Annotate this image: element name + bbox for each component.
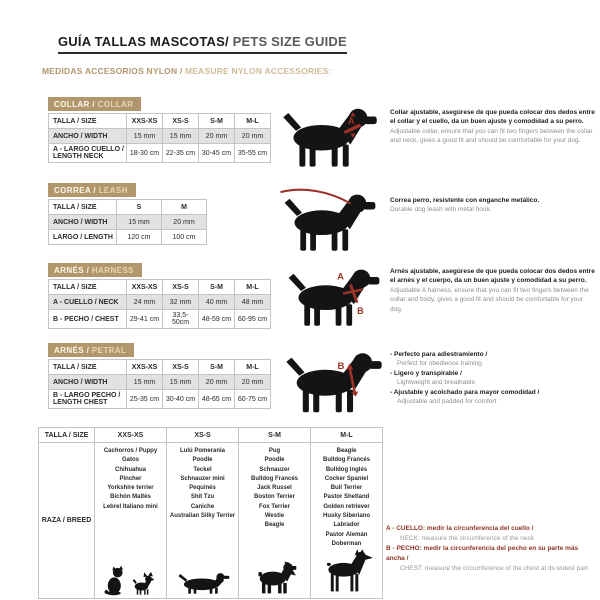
harness-size-col: M-L (235, 280, 271, 295)
harness-neck-value: 48 mm (235, 295, 271, 310)
collar-neck-value: 35-55 cm (235, 144, 271, 163)
breed-size-label: TALLA / SIZE (39, 428, 95, 443)
collar-description (390, 108, 596, 146)
petral-badge-es: ARNÉS / (54, 346, 92, 355)
collar-width-value: 20 mm (235, 129, 271, 144)
harness-marker-b: B (357, 306, 364, 317)
leash-section-header (48, 180, 136, 198)
petral-dog-illustration (282, 346, 386, 416)
harness-size-label: TALLA / SIZE (49, 280, 127, 295)
harness-size-col: XS-S (163, 280, 199, 295)
petral-size-col: S-M (199, 360, 235, 375)
collar-width-value: 20 mm (199, 129, 235, 144)
note-neck-es: A - CUELLO: medir la circunferencia del cuello / (386, 525, 534, 532)
cat-silhouette-icon (104, 565, 128, 596)
breed-list-xxs-xs: Cachorros / Puppy Gatos Chihuahua Pincher Yorkshire terrier Bichón Maltés Lebrel Italiano mini (103, 448, 158, 510)
leash-length-value: 100 cm (162, 230, 207, 245)
harness-neck-value: 40 mm (199, 295, 235, 310)
breed-row-label: RAZA / BREED (39, 443, 95, 599)
leash-description-en: Durable dog leash with metal hook. (390, 206, 492, 214)
leash-size-label: TALLA / SIZE (49, 200, 117, 215)
harness-badge-es: ARNÉS / (54, 266, 92, 275)
page-title-en: PETS SIZE GUIDE (228, 34, 347, 49)
breed-cell-xxs-xs (95, 443, 167, 599)
breed-cell-xs-s (167, 443, 239, 599)
collar-description-es: Collar ajustable, asegúrese de que pueda colocar dos dedos entre el collar y el cuello, da un buen ajuste y comodidad a su perro. (390, 109, 595, 126)
leash-size-col: S (117, 200, 162, 215)
collar-size-col: XXS-XS (127, 114, 163, 129)
collar-dog-illustration (278, 102, 382, 170)
petral-bullet-es: - Ajustable y acolchado para mayor comodidad / (390, 388, 596, 397)
collar-neck-value: 22-35 cm (163, 144, 199, 163)
petral-chest-value: 48-65 cm (199, 390, 235, 409)
leash-badge-es: CORREA / (54, 186, 99, 195)
harness-chest-value: 60-95 cm (235, 310, 271, 329)
breed-silhouettes-s-m (253, 559, 297, 596)
chihuahua-silhouette-icon (130, 569, 157, 596)
collar-neck-label: A - LARGO CUELLO / LENGTH NECK (49, 144, 127, 163)
harness-chest-value: 33,5-50cm (163, 310, 199, 329)
harness-description (390, 267, 596, 314)
harness-description-en: Adjustable A harness, ensure that you can fit two fingers between the collar and body, gives a good fit and should be comfortable for your dog. (390, 286, 589, 313)
petral-chest-value: 30-40 cm (163, 390, 199, 409)
harness-size-col: XXS-XS (127, 280, 163, 295)
breed-list-m-l: Beagle Bulldog Francés Bulldog Inglés Cocker Spaniel Bull Terrier Pastor Shetland Golden retriever Husky Siberiano Labrador Pastor Alemán Doberman (322, 448, 370, 547)
breed-cell-m-l (311, 443, 383, 599)
petral-feature-list (390, 350, 596, 407)
harness-marker-a: A (337, 271, 344, 282)
page-subtitle-es: MEDIDAS ACCESORIOS NYLON / (42, 66, 185, 76)
collar-width-value: 15 mm (127, 129, 163, 144)
leash-length-label: LARGO / LENGTH (49, 230, 117, 245)
petral-chest-value: 25-35 cm (127, 390, 163, 409)
petral-marker-b: B (337, 360, 345, 372)
leash-length-value: 120 cm (117, 230, 162, 245)
breed-silhouettes-xs-s (174, 569, 232, 596)
petral-bullet-en: Perfect for obedience training (397, 360, 482, 368)
leash-table (48, 199, 207, 245)
harness-description-es: Arnés ajustable, asegúrese de que pueda colocar dos dedos entre el arnés y el cuerpo, da un buen ajuste y comodidad a su perro. (390, 268, 595, 285)
harness-chest-label: B - PECHO / CHEST (49, 310, 127, 329)
harness-section-header (48, 260, 142, 278)
collar-size-col: XS-S (163, 114, 199, 129)
collar-badge-en: COLLAR (97, 100, 134, 109)
petral-size-col: XS-S (163, 360, 199, 375)
note-chest-es: B - PECHO: medir la circunferencia del pecho en su parte más ancha / (386, 545, 579, 563)
breed-silhouettes-xxs-xs (104, 565, 157, 596)
petral-size-col: M-L (235, 360, 271, 375)
page-title-es: GUÍA TALLAS MASCOTAS/ (58, 34, 229, 49)
page-title (58, 34, 347, 54)
note-neck-en: NECK: measure the circumference of the neck (400, 535, 535, 543)
harness-size-col: S-M (199, 280, 235, 295)
harness-table (48, 279, 271, 329)
leash-width-value: 15 mm (117, 215, 162, 230)
harness-dog-illustration (282, 263, 386, 329)
leash-description-es: Correa perro, resistente con enganche metálico. (390, 197, 540, 204)
leash-size-col: M (162, 200, 207, 215)
note-chest-en: CHEST: measure the circumference of the chest at its widest part (400, 565, 588, 573)
collar-neck-value: 30-45 cm (199, 144, 235, 163)
petral-width-value: 15 mm (163, 375, 199, 390)
petral-width-label: ANCHO / WIDTH (49, 375, 127, 390)
petral-width-value: 20 mm (199, 375, 235, 390)
collar-section-header (48, 94, 141, 112)
petral-badge (48, 343, 134, 357)
harness-chest-value: 29-41 cm (127, 310, 163, 329)
leash-width-value: 20 mm (162, 215, 207, 230)
page-subtitle-en: MEASURE NYLON ACCESSORIES: (185, 66, 332, 76)
collar-description-en: Adjustable collar, ensure that you can fit two fingers between the collar and neck, gives a good fit and should be comfortable for your dog. (390, 127, 593, 145)
leash-width-label: ANCHO / WIDTH (49, 215, 117, 230)
collar-badge-es: COLLAR / (54, 100, 98, 109)
page-subtitle (42, 66, 332, 76)
harness-chest-value: 48-59 cm (199, 310, 235, 329)
petral-size-col: XXS-XS (127, 360, 163, 375)
dachshund-silhouette-icon (174, 569, 232, 596)
leash-description (390, 196, 596, 215)
petral-bullet-en: Adjustable and padded for comfort (397, 398, 497, 406)
harness-neck-label: A - CUELLO / NECK (49, 295, 127, 310)
breed-silhouettes-m-l (320, 549, 374, 596)
petral-badge-en: PETRAL (91, 346, 127, 355)
petral-table (48, 359, 271, 409)
petral-chest-label: B - LARGO PECHO / LENGTH CHEST (49, 390, 127, 409)
breed-size-col: XXS-XS (95, 428, 167, 443)
collar-size-col: S-M (199, 114, 235, 129)
collar-badge (48, 97, 141, 111)
collar-marker-a: A (347, 116, 355, 127)
harness-badge (48, 263, 142, 277)
breed-size-col: XS-S (167, 428, 239, 443)
breed-cell-s-m (239, 443, 311, 599)
collar-size-col: M-L (235, 114, 271, 129)
leash-dog-illustration (278, 188, 382, 254)
petral-chest-value: 60-75 cm (235, 390, 271, 409)
harness-neck-value: 32 mm (163, 295, 199, 310)
petral-width-value: 15 mm (127, 375, 163, 390)
breed-list-s-m: Pug Poodle Schnauzer Bulldog Francés Jack Russel Boston Terrier Fox Terrier Westie Beagle (250, 448, 298, 529)
breed-table (38, 427, 383, 599)
petral-width-value: 20 mm (235, 375, 271, 390)
leash-badge (48, 183, 136, 197)
schnauzer-silhouette-icon (253, 559, 297, 596)
doberman-silhouette-icon (320, 549, 374, 596)
breed-size-col: S-M (239, 428, 311, 443)
breed-list-xs-s: Lulú Pomerania Poodle Teckel Schnauzer mini Pequinés Shit Tzu Caniche Australian Silky Terrier (169, 448, 236, 520)
collar-table (48, 113, 271, 163)
collar-neck-value: 18-30 cm (127, 144, 163, 163)
petral-bullet-es: - Perfecto para adiestramiento / (390, 350, 596, 359)
petral-bullet-es: - Ligero y transpirable / (390, 369, 596, 378)
petral-size-label: TALLA / SIZE (49, 360, 127, 375)
leash-badge-en: LEASH (98, 186, 128, 195)
measurement-notes (386, 524, 598, 574)
collar-width-label: ANCHO / WIDTH (49, 129, 127, 144)
petral-section-header (48, 340, 134, 358)
collar-width-value: 15 mm (163, 129, 199, 144)
harness-neck-value: 24 mm (127, 295, 163, 310)
petral-bullet-en: Lightweight and breathable (397, 379, 476, 387)
collar-size-label: TALLA / SIZE (49, 114, 127, 129)
harness-badge-en: HARNESS (91, 266, 134, 275)
breed-size-col: M-L (311, 428, 383, 443)
